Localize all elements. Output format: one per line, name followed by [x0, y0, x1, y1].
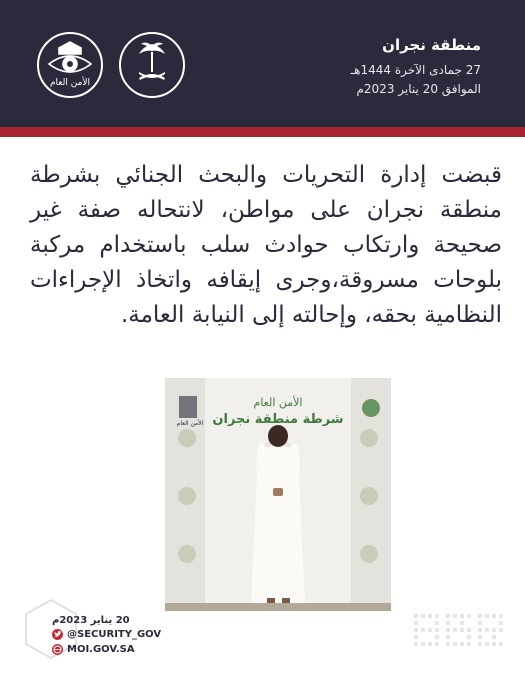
- decorative-dot-pattern: [412, 610, 504, 652]
- footer-website[interactable]: [52, 644, 135, 655]
- web-icon: [52, 644, 63, 655]
- website-url: MOI.GOV.SA: [67, 644, 135, 655]
- region-title: منطقة نجران: [382, 36, 481, 54]
- date-gregorian: الموافق 20 يناير 2023م: [356, 82, 481, 96]
- backdrop-line-1: الأمن العام: [253, 396, 303, 409]
- twitter-handle: @SECURITY_GOV: [67, 629, 162, 640]
- ksa-emblem-icon: [119, 32, 185, 98]
- header-bar: [0, 0, 525, 127]
- twitter-icon: [52, 629, 63, 640]
- news-paragraph: قبضت إدارة التحريات والبحث الجنائي بشرطة منطقة نجران على مواطن، لانتحاله صفة غير صحيحة وارتكاب حوادث سلب باستخدام مركبة بلوحات مسروقة،وجرى إيقافه واتخاذ الإجراءات النظامية بحقه، وإحالته إلى النيابة العامة.: [30, 162, 502, 328]
- public-security-emblem-icon: [37, 32, 103, 98]
- security-emblem-text: الأمن العام: [49, 78, 91, 88]
- header-accent-bar: [0, 127, 525, 137]
- footer-date: 20 يناير 2023م: [52, 615, 130, 626]
- backdrop-line-2: شرطة منطقة نجران: [212, 412, 344, 427]
- date-hijri: 27 جمادى الآخرة 1444هـ: [350, 63, 481, 77]
- news-photo: [165, 378, 391, 611]
- footer-twitter[interactable]: [52, 629, 161, 640]
- backdrop-small-logo-text: الأمن العام: [176, 420, 204, 427]
